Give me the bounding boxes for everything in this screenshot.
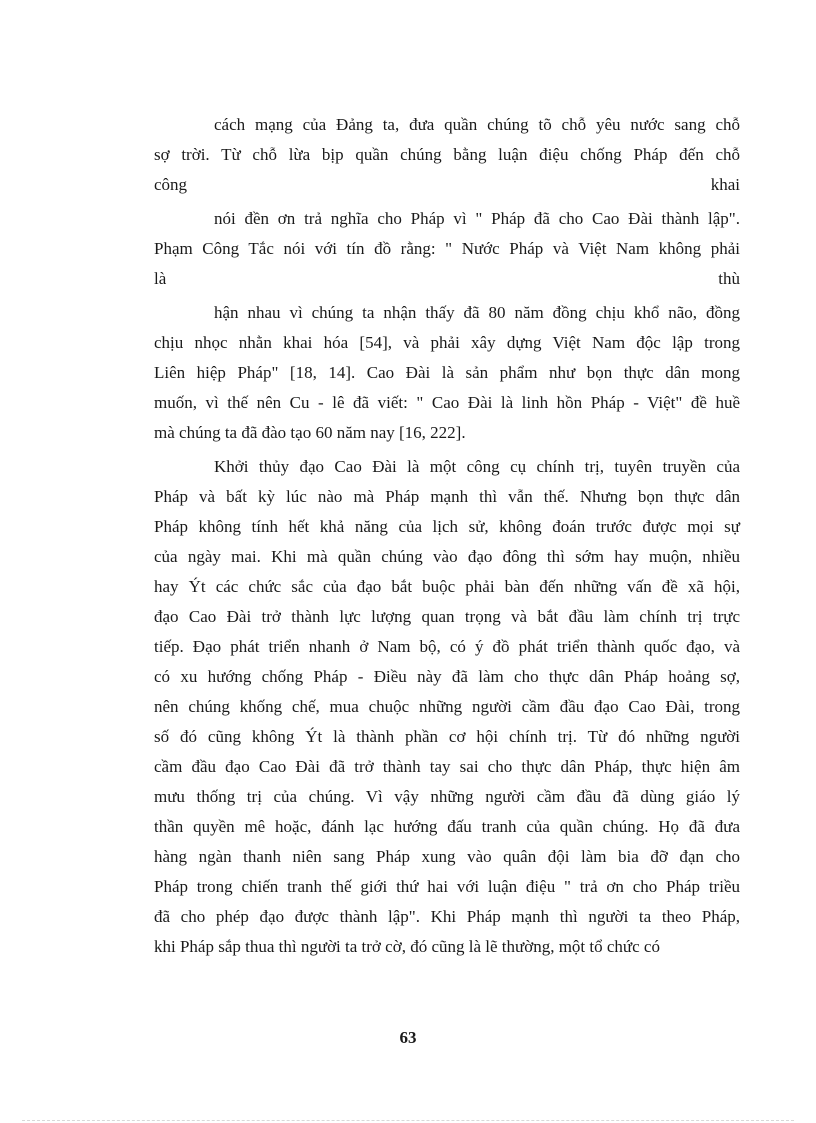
text-line: hàng ngàn thanh niên sang Pháp xung vào quân đội làm bia đỡ đạn cho: [154, 847, 740, 866]
text-word: công: [154, 175, 188, 194]
page-bottom-divider: [22, 1120, 794, 1121]
text-line: muốn, vì thế nên Cu - lê đã viết: " Cao Đài là linh hồn Pháp - Việt" đề huề: [154, 393, 740, 412]
text-line: đạo Cao Đài trở thành lực lượng quan trọng và bắt đầu làm chính trị trực: [154, 607, 740, 626]
text-line: Pháp không tính hết khả năng của lịch sử, không đoán trước được mọi sự: [154, 517, 740, 536]
text-word: khai: [710, 175, 740, 194]
text-word: là: [154, 269, 167, 288]
text-line: hay Ýt các chức sắc của đạo bắt buộc phải bàn đến những vấn đề xã hội,: [154, 577, 740, 596]
text-line: mưu thống trị của chúng. Vì vậy những người cầm đầu đã dùng giáo lý: [154, 787, 740, 806]
text-line: nói đền ơn trả nghĩa cho Pháp vì " Pháp đã cho Cao Đài thành lập".: [214, 209, 740, 228]
text-line: Liên hiệp Pháp" [18, 14]. Cao Đài là sản phẩm như bọn thực dân mong: [154, 363, 740, 382]
paragraph-4: [154, 452, 740, 962]
text-line: tiếp. Đạo phát triển nhanh ở Nam bộ, có ý đồ phát triển thành quốc đạo, và: [154, 637, 740, 656]
text-line: Pháp và bất kỳ lúc nào mà Pháp mạnh thì vẫn thế. Nhưng bọn thực dân: [154, 487, 740, 506]
paragraph-1: [154, 110, 740, 200]
text-line-split: [154, 264, 740, 294]
text-line: của ngày mai. Khi mà quần chúng vào đạo đông thì sớm hay muộn, nhiều: [154, 547, 740, 566]
text-line: nên chúng khống chế, mua chuộc những người cầm đầu đạo Cao Đài, trong: [154, 697, 740, 716]
text-line: đã cho phép đạo được thành lập". Khi Pháp mạnh thì người ta theo Pháp,: [154, 907, 740, 926]
page-number: 63: [399, 1028, 417, 1047]
paragraph-3: [154, 298, 740, 448]
text-line: cầm đầu đạo Cao Đài đã trở thành tay sai cho thực dân Pháp, thực hiện âm: [154, 757, 740, 776]
text-line-split: [154, 170, 740, 200]
text-line: Pháp trong chiến tranh thế giới thứ hai với luận điệu " trả ơn cho Pháp triều: [154, 877, 740, 896]
text-line: Phạm Công Tắc nói với tín đồ rằng: " Nước Pháp và Việt Nam không phải: [154, 239, 740, 258]
text-line: có xu hướng chống Pháp - Điều này đã làm cho thực dân Pháp hoảng sợ,: [154, 667, 740, 686]
text-line: khi Pháp sắp thua thì người ta trở cờ, đó cũng là lẽ thường, một tổ chức có: [154, 937, 660, 956]
text-line: thần quyền mê hoặc, đánh lạc hướng đấu tranh của quần chúng. Họ đã đưa: [154, 817, 740, 836]
text-line: sợ trời. Từ chỗ lừa bịp quần chúng bằng luận điệu chống Pháp đến chỗ: [154, 145, 740, 164]
text-line: số đó cũng không Ýt là thành phần cơ hội chính trị. Từ đó những người: [154, 727, 740, 746]
text-line: hận nhau vì chúng ta nhận thấy đã 80 năm đồng chịu khổ não, đồng: [214, 303, 740, 322]
text-word: thù: [718, 269, 740, 288]
text-line: cách mạng của Đảng ta, đưa quần chúng tõ chỗ yêu nước sang chỗ: [214, 115, 740, 134]
text-line: chịu nhọc nhằn khai hóa [54], và phải xây dựng Việt Nam độc lập trong: [154, 333, 740, 352]
paragraph-2: [154, 204, 740, 294]
document-body: [154, 110, 740, 966]
text-line: mà chúng ta đã đào tạo 60 năm nay [16, 222].: [154, 423, 466, 442]
text-line: Khởi thủy đạo Cao Đài là một công cụ chính trị, tuyên truyền của: [214, 457, 740, 476]
